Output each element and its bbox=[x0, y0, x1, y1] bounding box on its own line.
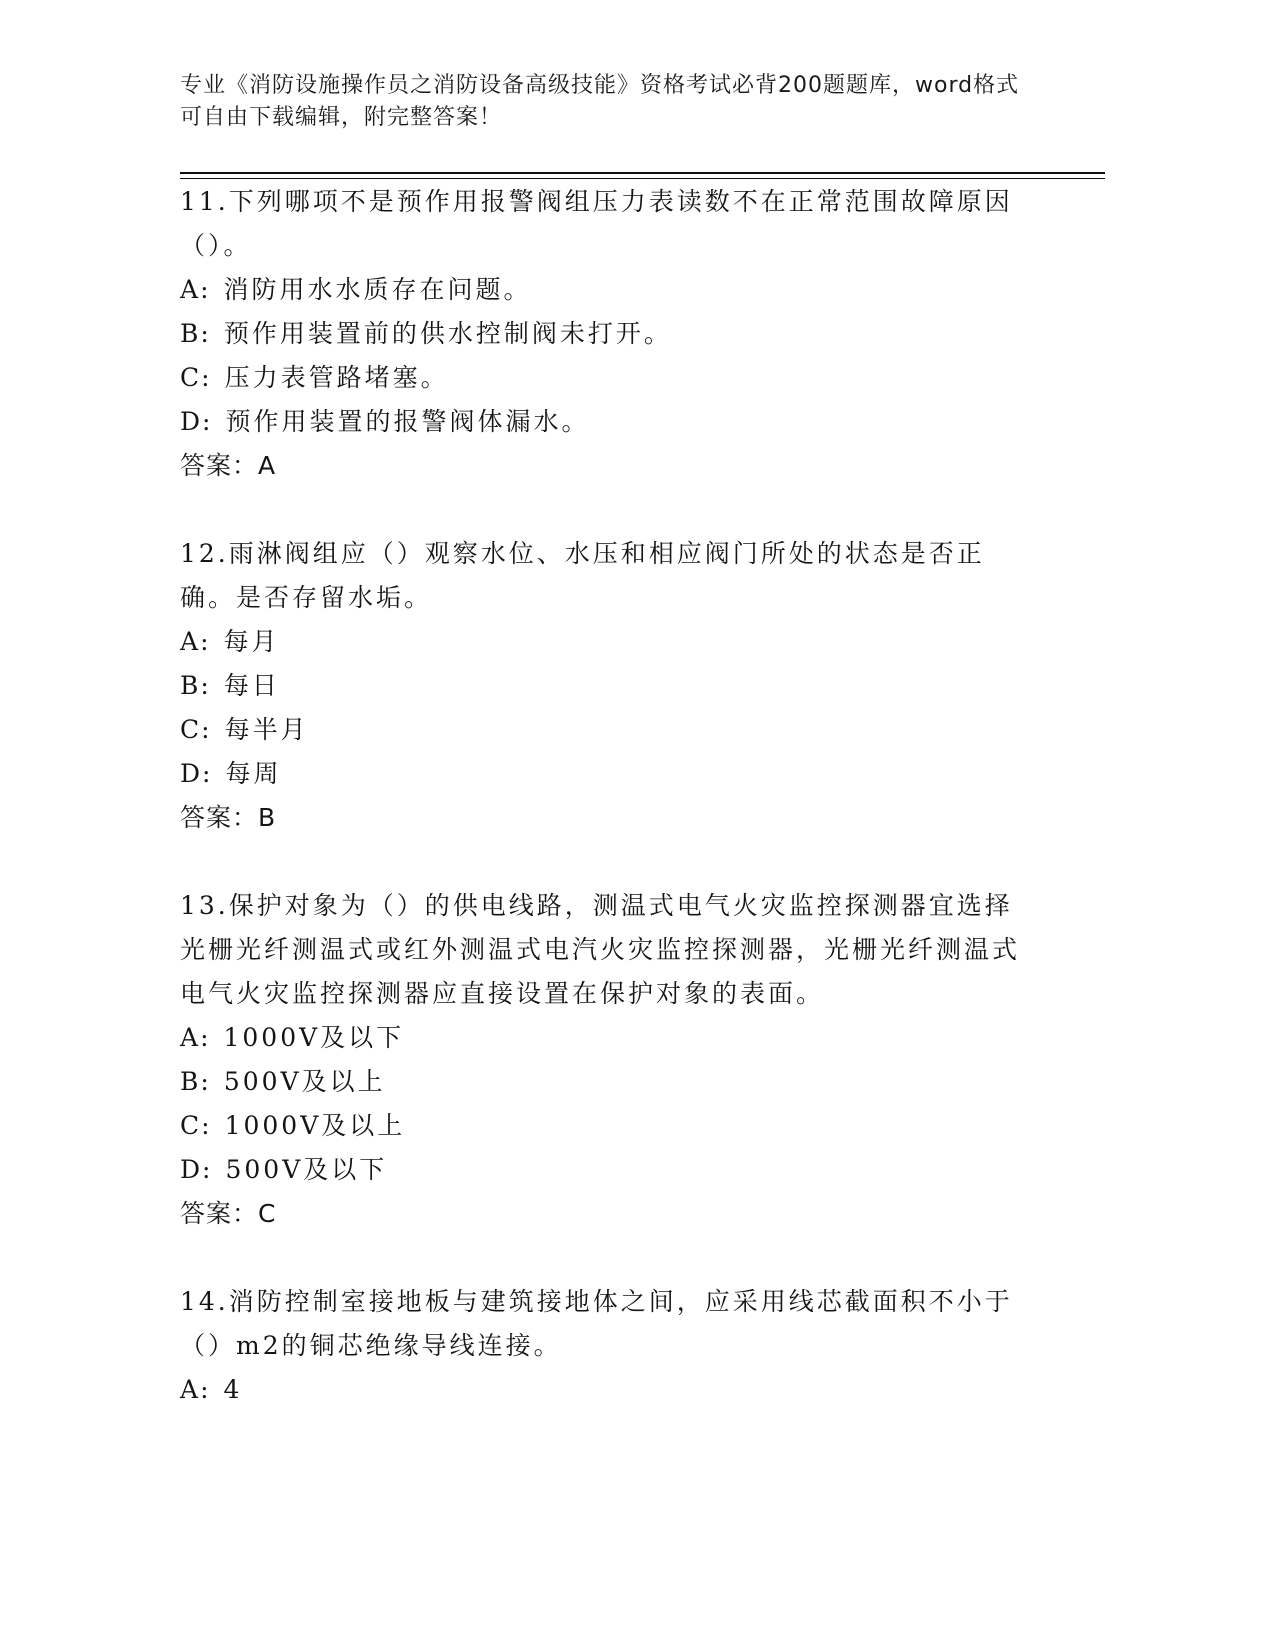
option-a bbox=[180, 1016, 1105, 1060]
option-b bbox=[180, 1060, 1105, 1104]
question-stem: 14.消防控制室接地板与建筑接地体之间，应采用线芯截面积不小于（）m2的铜芯绝缘导线连接。 bbox=[180, 1287, 1013, 1360]
question-11 bbox=[180, 180, 1105, 488]
option-text: 每日 bbox=[223, 671, 280, 700]
option-c bbox=[180, 708, 1105, 752]
option-separator: : bbox=[202, 407, 214, 436]
option-separator: : bbox=[200, 1375, 212, 1404]
option-text: 压力表管路堵塞。 bbox=[224, 363, 449, 392]
option-text: 500V及以下 bbox=[225, 1155, 388, 1184]
question-12 bbox=[180, 532, 1105, 840]
option-separator: : bbox=[201, 1111, 213, 1140]
option-b bbox=[180, 312, 1105, 356]
option-text: 预作用装置前的供水控制阀未打开。 bbox=[223, 319, 672, 348]
option-text: 500V及以上 bbox=[223, 1067, 386, 1096]
option-separator: : bbox=[201, 715, 213, 744]
option-b bbox=[180, 664, 1105, 708]
question-list bbox=[180, 180, 1105, 1412]
option-key: A bbox=[180, 1375, 201, 1404]
header-divider-thin bbox=[180, 178, 1105, 179]
option-d bbox=[180, 400, 1105, 444]
option-separator: : bbox=[201, 363, 213, 392]
option-separator: : bbox=[200, 627, 212, 656]
option-text: 1000V及以上 bbox=[224, 1111, 406, 1140]
option-text: 预作用装置的报警阀体漏水。 bbox=[225, 407, 590, 436]
option-key: D bbox=[180, 407, 203, 436]
option-separator: : bbox=[202, 759, 214, 788]
option-key: C bbox=[180, 1111, 202, 1140]
option-key: D bbox=[180, 759, 203, 788]
option-c bbox=[180, 356, 1105, 400]
answer-label: 答案：B bbox=[180, 803, 277, 832]
option-key: B bbox=[180, 1067, 201, 1096]
option-text: 每周 bbox=[225, 759, 282, 788]
question-stem: 12.雨淋阀组应（）观察水位、水压和相应阀门所处的状态是否正确。是否存留水垢。 bbox=[180, 539, 985, 612]
document-header: 专业《消防设施操作员之消防设备高级技能》资格考试必背200题题库，word格式可自由下载编辑，附完整答案！ bbox=[180, 73, 1020, 130]
option-separator: : bbox=[200, 1067, 212, 1096]
option-key: A bbox=[180, 275, 201, 304]
option-key: A bbox=[180, 1023, 201, 1052]
option-a bbox=[180, 1368, 1105, 1412]
option-text: 消防用水水质存在问题。 bbox=[223, 275, 532, 304]
option-separator: : bbox=[202, 1155, 214, 1184]
option-separator: : bbox=[200, 319, 212, 348]
option-d bbox=[180, 752, 1105, 796]
option-separator: : bbox=[200, 1023, 212, 1052]
option-key: B bbox=[180, 671, 201, 700]
option-text: 4 bbox=[223, 1375, 243, 1404]
option-text: 1000V及以下 bbox=[223, 1023, 405, 1052]
question-14 bbox=[180, 1280, 1105, 1412]
question-stem: 13.保护对象为（）的供电线路，测温式电气火灾监控探测器宜选择光栅光纤测温式或红外测温式电汽火灾监控探测器，光栅光纤测温式电气火灾监控探测器应直接设置在保护对象的表面。 bbox=[180, 891, 1021, 1008]
option-separator: : bbox=[200, 671, 212, 700]
option-separator: : bbox=[200, 275, 212, 304]
option-d bbox=[180, 1148, 1105, 1192]
question-13 bbox=[180, 884, 1105, 1236]
option-c bbox=[180, 1104, 1105, 1148]
answer-label: 答案：C bbox=[180, 1199, 277, 1228]
answer-label: 答案：A bbox=[180, 451, 277, 480]
option-a bbox=[180, 620, 1105, 664]
option-key: A bbox=[180, 627, 201, 656]
option-key: C bbox=[180, 715, 202, 744]
question-stem: 11.下列哪项不是预作用报警阀组压力表读数不在正常范围故障原因（）。 bbox=[180, 187, 1013, 260]
option-key: C bbox=[180, 363, 202, 392]
option-text: 每半月 bbox=[224, 715, 309, 744]
option-key: B bbox=[180, 319, 201, 348]
option-key: D bbox=[180, 1155, 203, 1184]
option-text: 每月 bbox=[223, 627, 280, 656]
header-divider-thick bbox=[180, 172, 1105, 174]
option-a bbox=[180, 268, 1105, 312]
